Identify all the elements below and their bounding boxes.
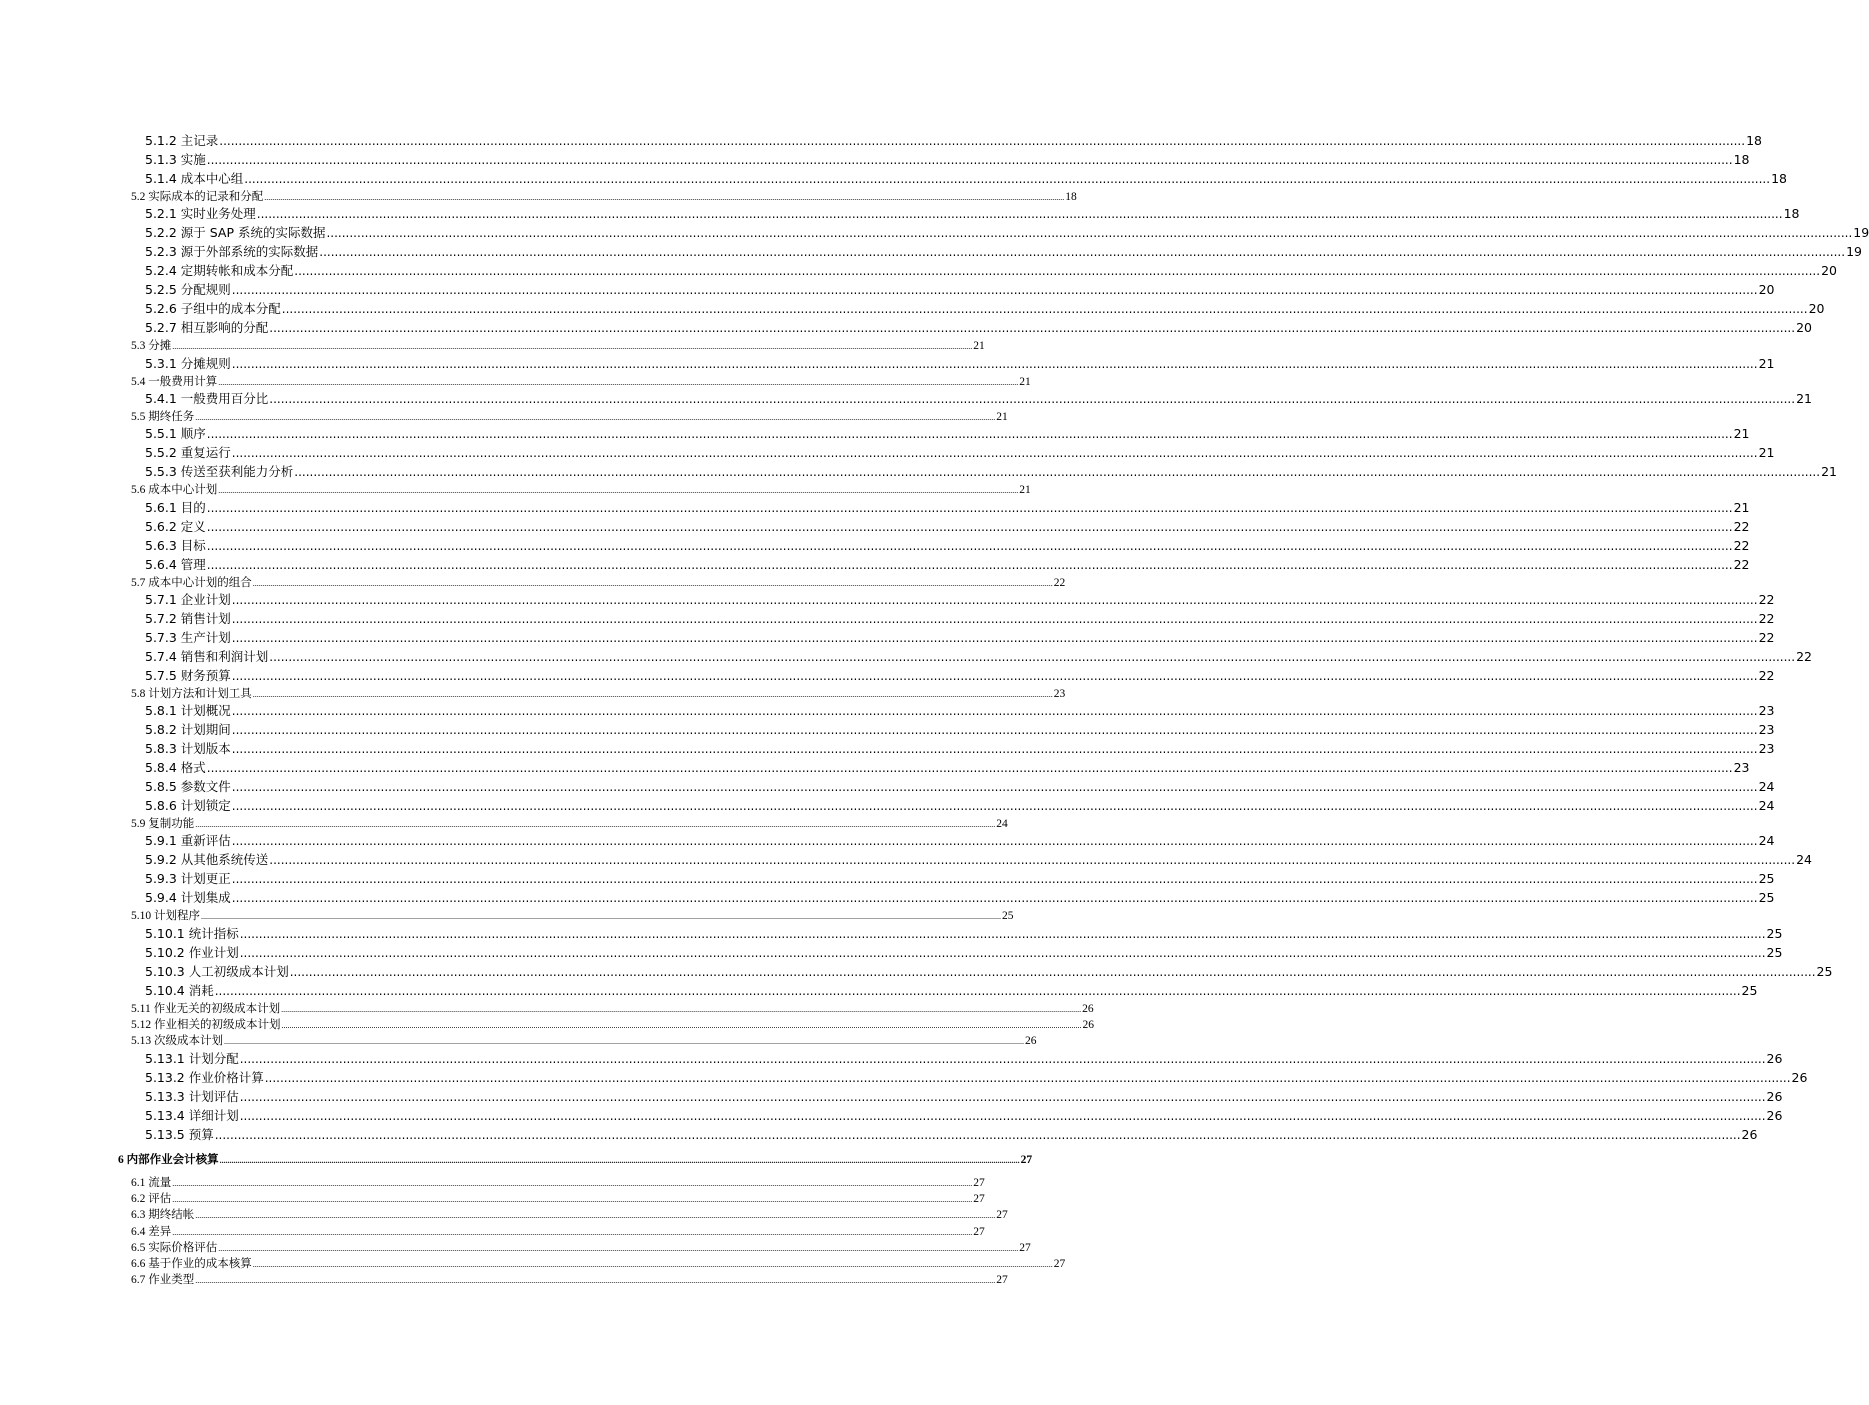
toc-leader-dots: ................................................................................................................................................................................................................................................................................................................................................................................................................: [231, 283, 1758, 298]
toc-entry-title: 5.6.4 管理: [145, 556, 206, 572]
toc-entry-title: 5.2 实际成本的记录和分配: [131, 191, 264, 203]
toc-entry[interactable]: [131, 188, 1077, 203]
toc-entry[interactable]: [145, 354, 1775, 372]
toc-entry-title: 5.6 成本中心计划: [131, 484, 218, 497]
toc-entry[interactable]: [131, 373, 1031, 388]
toc-leader-dots: ................................................................................................................................................................................................................................................................................................................................................................................................................: [218, 377, 1019, 387]
toc-leader-dots: ................................................................................................................................................................................................................................................................................................................................................................................................................: [195, 820, 996, 830]
toc-entry[interactable]: [145, 555, 1750, 573]
toc-entry-page-number: 27: [1020, 1153, 1033, 1166]
toc-entry[interactable]: [131, 1000, 1094, 1015]
toc-leader-dots: ................................................................................................................................................................................................................................................................................................................................................................................................................: [239, 926, 1766, 941]
toc-entry[interactable]: [131, 815, 1008, 831]
toc-entry-page-number: 18: [1771, 171, 1787, 186]
toc-entry[interactable]: [131, 1016, 1094, 1031]
toc-entry[interactable]: [145, 242, 1862, 260]
toc-entry-title: 5.10.2 作业计划: [145, 944, 239, 960]
toc-leader-dots: ................................................................................................................................................................................................................................................................................................................................................................................................................: [239, 1089, 1766, 1104]
toc-leader-dots: ................................................................................................................................................................................................................................................................................................................................................................................................................: [231, 799, 1758, 814]
toc-entry[interactable]: [145, 131, 1762, 149]
toc-entry[interactable]: [145, 150, 1750, 168]
toc-leader-dots: ................................................................................................................................................................................................................................................................................................................................................................................................................: [269, 321, 1796, 336]
toc-entry-page-number: 20: [1821, 263, 1837, 279]
toc-leader-dots: ................................................................................................................................................................................................................................................................................................................................................................................................................: [269, 853, 1796, 868]
toc-leader-dots: ................................................................................................................................................................................................................................................................................................................................................................................................................: [219, 134, 1746, 148]
toc-leader-dots: ................................................................................................................................................................................................................................................................................................................................................................................................................: [206, 761, 1733, 776]
toc-entry[interactable]: [145, 777, 1775, 795]
toc-entry-page-number: 27: [973, 1176, 985, 1189]
toc-entry[interactable]: [145, 536, 1750, 554]
toc-entry-title: 6 内部作业会计核算: [118, 1153, 219, 1166]
toc-leader-dots: ................................................................................................................................................................................................................................................................................................................................................................................................................: [281, 302, 1808, 317]
toc-entry-title: 5.8.1 计划概况: [145, 703, 231, 719]
toc-entry-page-number: 25: [1766, 944, 1783, 960]
toc-entry-title: 5.13.1 计划分配: [145, 1050, 239, 1066]
toc-entry[interactable]: [145, 924, 1783, 942]
toc-entry[interactable]: [131, 1239, 1031, 1254]
toc-leader-dots: ................................................................................................................................................................................................................................................................................................................................................................................................................: [218, 1243, 1019, 1253]
toc-entry-page-number: 26: [1741, 1126, 1758, 1142]
toc-entry-page-number: 23: [1758, 741, 1775, 757]
toc-entry-title: 5.5 期终任务: [131, 410, 195, 423]
toc-leader-dots: ................................................................................................................................................................................................................................................................................................................................................................................................................: [264, 193, 1065, 202]
toc-entry-title: 6.3 期终结帐: [131, 1209, 195, 1222]
toc-entry-title: 5.7.1 企业计划: [145, 591, 231, 607]
toc-entry-page-number: 22: [1758, 629, 1775, 645]
toc-entry-page-number: 23: [1733, 760, 1750, 776]
toc-entry-title: 5.2.3 源于外部系统的实际数据: [145, 244, 319, 260]
toc-leader-dots: ................................................................................................................................................................................................................................................................................................................................................................................................................: [231, 356, 1758, 371]
toc-entry[interactable]: [131, 1174, 985, 1189]
toc-leader-dots: ................................................................................................................................................................................................................................................................................................................................................................................................................: [206, 427, 1733, 442]
toc-leader-dots: ................................................................................................................................................................................................................................................................................................................................................................................................................: [172, 1227, 973, 1237]
toc-entry[interactable]: [145, 318, 1812, 336]
toc-entry-title: 5.2.7 相互影响的分配: [145, 320, 269, 336]
toc-entry-page-number: 20: [1808, 301, 1825, 317]
toc-entry-page-number: 27: [996, 1209, 1008, 1222]
toc-entry-page-number: 23: [1758, 722, 1775, 738]
toc-leader-dots: ................................................................................................................................................................................................................................................................................................................................................................................................................: [289, 964, 1816, 979]
toc-leader-dots: ................................................................................................................................................................................................................................................................................................................................................................................................................: [218, 486, 1019, 496]
toc-entry-page-number: 22: [1053, 576, 1066, 589]
toc-entry-title: 5.7.4 销售和利润计划: [145, 648, 269, 664]
toc-entry[interactable]: [145, 1125, 1758, 1143]
toc-entry-page-number: 26: [1791, 1069, 1808, 1085]
toc-entry-page-number: 27: [996, 1274, 1008, 1287]
toc-entry-title: 5.10 计划程序: [131, 910, 200, 923]
toc-leader-dots: ................................................................................................................................................................................................................................................................................................................................................................................................................: [206, 557, 1733, 572]
toc-entry-page-number: 25: [1741, 982, 1758, 998]
toc-entry-title: 5.9.4 计划集成: [145, 890, 231, 906]
toc-entry[interactable]: [118, 1151, 1033, 1167]
toc-leader-dots: ................................................................................................................................................................................................................................................................................................................................................................................................................: [172, 1178, 973, 1188]
toc-entry[interactable]: [145, 869, 1775, 887]
toc-leader-dots: ................................................................................................................................................................................................................................................................................................................................................................................................................: [252, 689, 1053, 699]
toc-entry[interactable]: [131, 685, 1066, 700]
toc-entry-title: 5.5.1 顺序: [145, 426, 206, 442]
toc-leader-dots: ................................................................................................................................................................................................................................................................................................................................................................................................................: [231, 742, 1758, 757]
toc-entry-page-number: 22: [1758, 591, 1775, 607]
toc-entry-page-number: 25: [1002, 910, 1014, 923]
toc-entry-page-number: 27: [1053, 1258, 1066, 1271]
toc-entry[interactable]: [131, 1255, 1066, 1271]
toc-entry[interactable]: [145, 1068, 1808, 1086]
toc-entry-title: 5.9.3 计划更正: [145, 871, 231, 887]
toc-leader-dots: ................................................................................................................................................................................................................................................................................................................................................................................................................: [231, 872, 1758, 887]
toc-leader-dots: ................................................................................................................................................................................................................................................................................................................................................................................................................: [231, 446, 1758, 461]
toc-entry[interactable]: [145, 628, 1775, 646]
toc-leader-dots: ................................................................................................................................................................................................................................................................................................................................................................................................................: [195, 1211, 996, 1221]
toc-entry-page-number: 20: [1796, 320, 1812, 336]
toc-entry-page-number: 21: [1821, 464, 1837, 480]
toc-entry-page-number: 27: [1019, 1241, 1031, 1254]
toc-entry-title: 5.9.1 重新评估: [145, 833, 231, 849]
toc-leader-dots: ................................................................................................................................................................................................................................................................................................................................................................................................................: [231, 834, 1758, 849]
toc-entry-title: 5.13 次级成本计划: [131, 1035, 223, 1048]
toc-entry-title: 5.11 作业无关的初级成本计划: [131, 1002, 281, 1015]
toc-entry-page-number: 26: [1766, 1050, 1783, 1066]
toc-leader-dots: ................................................................................................................................................................................................................................................................................................................................................................................................................: [244, 172, 1771, 186]
toc-leader-dots: ................................................................................................................................................................................................................................................................................................................................................................................................................: [206, 538, 1733, 553]
toc-entry-page-number: 19: [1853, 225, 1869, 241]
toc-entry-title: 5.13.4 详细计划: [145, 1107, 239, 1123]
toc-leader-dots: ................................................................................................................................................................................................................................................................................................................................................................................................................: [206, 153, 1733, 167]
toc-entry[interactable]: [145, 1106, 1783, 1124]
toc-leader-dots: ................................................................................................................................................................................................................................................................................................................................................................................................................: [281, 1004, 1082, 1014]
toc-entry[interactable]: [145, 796, 1775, 814]
toc-leader-dots: ................................................................................................................................................................................................................................................................................................................................................................................................................: [281, 1021, 1082, 1030]
toc-entry-title: 5.4.1 一般费用百分比: [145, 390, 269, 406]
toc-entry-page-number: 24: [996, 818, 1008, 831]
toc-entry-title: 5.9 复制功能: [131, 818, 195, 831]
toc-entry[interactable]: [145, 943, 1783, 961]
toc-entry[interactable]: [145, 223, 1869, 241]
toc-leader-dots: ................................................................................................................................................................................................................................................................................................................................................................................................................: [269, 649, 1796, 664]
toc-leader-dots: ................................................................................................................................................................................................................................................................................................................................................................................................................: [231, 780, 1758, 795]
toc-entry[interactable]: [145, 850, 1812, 868]
toc-leader-dots: ................................................................................................................................................................................................................................................................................................................................................................................................................: [294, 465, 1821, 480]
toc-entry-page-number: 21: [1758, 445, 1775, 461]
toc-entry-title: 5.8.4 格式: [145, 760, 206, 776]
toc-leader-dots: ................................................................................................................................................................................................................................................................................................................................................................................................................: [239, 945, 1766, 960]
toc-leader-dots: ................................................................................................................................................................................................................................................................................................................................................................................................................: [264, 1070, 1791, 1085]
toc-entry[interactable]: [145, 1049, 1783, 1067]
toc-entry-title: 5.2.1 实时业务处理: [145, 206, 256, 222]
toc-entry[interactable]: [145, 169, 1787, 187]
toc-entry[interactable]: [131, 574, 1066, 589]
toc-entry[interactable]: [131, 1271, 1008, 1287]
toc-entry[interactable]: [145, 389, 1812, 407]
toc-entry-title: 5.10.1 统计指标: [145, 925, 239, 941]
toc-entry[interactable]: [145, 204, 1800, 222]
toc-entry-page-number: 22: [1758, 667, 1775, 683]
toc-entry[interactable]: [145, 609, 1775, 627]
toc-entry[interactable]: [145, 590, 1775, 608]
toc-leader-dots: ................................................................................................................................................................................................................................................................................................................................................................................................................: [231, 592, 1758, 607]
toc-entry[interactable]: [145, 462, 1837, 480]
toc-entry-page-number: 26: [1766, 1088, 1783, 1104]
toc-entry[interactable]: [145, 888, 1775, 906]
toc-leader-dots: ................................................................................................................................................................................................................................................................................................................................................................................................................: [231, 668, 1758, 683]
toc-entry[interactable]: [145, 498, 1750, 516]
toc-leader-dots: ................................................................................................................................................................................................................................................................................................................................................................................................................: [326, 226, 1853, 241]
toc-leader-dots: ................................................................................................................................................................................................................................................................................................................................................................................................................: [294, 264, 1821, 279]
toc-entry-page-number: 21: [1733, 426, 1750, 442]
toc-leader-dots: ................................................................................................................................................................................................................................................................................................................................................................................................................: [172, 342, 973, 352]
toc-leader-dots: ................................................................................................................................................................................................................................................................................................................................................................................................................: [206, 500, 1733, 515]
toc-leader-dots: ................................................................................................................................................................................................................................................................................................................................................................................................................: [256, 207, 1783, 222]
toc-entry-page-number: 18: [1733, 152, 1750, 167]
toc-entry[interactable]: [145, 758, 1750, 776]
toc-entry[interactable]: [131, 907, 1014, 923]
toc-entry[interactable]: [131, 337, 985, 353]
toc-entry[interactable]: [145, 261, 1837, 279]
toc-entry-title: 5.5.2 重复运行: [145, 445, 231, 461]
toc-entry-title: 5.5.3 传送至获利能力分析: [145, 464, 294, 480]
toc-entry-page-number: 25: [1758, 871, 1775, 887]
toc-entry-page-number: 18: [1783, 206, 1800, 222]
toc-leader-dots: ................................................................................................................................................................................................................................................................................................................................................................................................................: [195, 1276, 996, 1286]
toc-leader-dots: ................................................................................................................................................................................................................................................................................................................................................................................................................: [206, 519, 1733, 534]
toc-entry[interactable]: [145, 443, 1775, 461]
toc-entry-page-number: 26: [1082, 1002, 1094, 1015]
toc-entry[interactable]: [145, 647, 1812, 665]
toc-entry[interactable]: [145, 739, 1775, 757]
toc-entry-page-number: 21: [973, 340, 985, 353]
toc-leader-dots: ................................................................................................................................................................................................................................................................................................................................................................................................................: [224, 1037, 1024, 1047]
toc-entry-title: 5.10.3 人工初级成本计划: [145, 963, 289, 979]
toc-entry[interactable]: [145, 981, 1758, 999]
toc-entry-title: 5.1.4 成本中心组: [145, 171, 244, 186]
toc-entry-title: 5.13.2 作业价格计算: [145, 1069, 264, 1085]
toc-entry[interactable]: [145, 831, 1775, 849]
toc-entry-page-number: 27: [973, 1225, 985, 1238]
toc-entry-page-number: 24: [1758, 779, 1775, 795]
toc-leader-dots: ................................................................................................................................................................................................................................................................................................................................................................................................................: [269, 391, 1796, 406]
toc-leader-dots: ................................................................................................................................................................................................................................................................................................................................................................................................................: [195, 412, 996, 422]
toc-leader-dots: ................................................................................................................................................................................................................................................................................................................................................................................................................: [231, 723, 1758, 738]
toc-entry-title: 6.2 评估: [131, 1192, 172, 1205]
toc-entry[interactable]: [131, 408, 1008, 423]
toc-entry-page-number: 26: [1082, 1019, 1094, 1031]
toc-entry-title: 5.8.5 参数文件: [145, 779, 231, 795]
toc-entry-title: 5.3.1 分摊规则: [145, 355, 231, 371]
toc-entry-title: 5.6.3 目标: [145, 537, 206, 553]
toc-entry-title: 5.7.3 生产计划: [145, 629, 231, 645]
toc-leader-dots: ................................................................................................................................................................................................................................................................................................................................................................................................................: [214, 1127, 1741, 1142]
toc-entry-page-number: 21: [1019, 375, 1031, 388]
toc-entry-title: 5.13.5 预算: [145, 1126, 214, 1142]
toc-entry-title: 5.8 计划方法和计划工具: [131, 687, 252, 700]
toc-entry-page-number: 23: [1053, 687, 1066, 700]
toc-entry[interactable]: [145, 299, 1825, 317]
toc-entry-title: 6.4 差异: [131, 1225, 172, 1238]
toc-leader-dots: ................................................................................................................................................................................................................................................................................................................................................................................................................: [239, 1051, 1766, 1066]
toc-leader-dots: ................................................................................................................................................................................................................................................................................................................................................................................................................: [219, 1155, 1020, 1165]
toc-entry[interactable]: [145, 1087, 1783, 1105]
toc-entry-page-number: 24: [1796, 852, 1812, 868]
toc-entry[interactable]: [145, 962, 1833, 980]
toc-entry-page-number: 26: [1766, 1107, 1783, 1123]
toc-entry-page-number: 25: [1766, 925, 1783, 941]
toc-entry-page-number: 21: [996, 410, 1008, 423]
toc-entry-title: 6.7 作业类型: [131, 1274, 195, 1287]
toc-entry-title: 5.7.2 销售计划: [145, 610, 231, 626]
toc-entry-page-number: 24: [1758, 833, 1775, 849]
toc-entry-title: 5.2.4 定期转帐和成本分配: [145, 263, 294, 279]
toc-leader-dots: ................................................................................................................................................................................................................................................................................................................................................................................................................: [231, 630, 1758, 645]
toc-leader-dots: ................................................................................................................................................................................................................................................................................................................................................................................................................: [252, 1260, 1053, 1270]
toc-entry-title: 5.1.3 实施: [145, 152, 206, 167]
toc-entry-title: 5.8.2 计划期间: [145, 722, 231, 738]
toc-entry-page-number: 21: [1019, 484, 1031, 497]
toc-entry-title: 5.13.3 计划评估: [145, 1088, 239, 1104]
toc-entry-page-number: 22: [1796, 648, 1812, 664]
toc-entry-title: 5.2.2 源于 SAP 系统的实际数据: [145, 225, 326, 241]
toc-entry[interactable]: [145, 720, 1775, 738]
toc-entry-page-number: 26: [1025, 1035, 1037, 1048]
toc-entry-title: 5.12 作业相关的初级成本计划: [131, 1019, 281, 1031]
toc-entry-page-number: 23: [1758, 703, 1775, 719]
toc-entry-page-number: 21: [1733, 499, 1750, 515]
toc-entry-title: 5.4 一般费用计算: [131, 375, 218, 388]
toc-entry[interactable]: [131, 1032, 1037, 1048]
toc-entry-page-number: 25: [1816, 963, 1833, 979]
toc-leader-dots: ................................................................................................................................................................................................................................................................................................................................................................................................................: [172, 1194, 973, 1204]
toc-entry-title: 6.1 流量: [131, 1176, 172, 1189]
toc-entry[interactable]: [145, 517, 1750, 535]
toc-leader-dots: ................................................................................................................................................................................................................................................................................................................................................................................................................: [231, 611, 1758, 626]
toc-entry[interactable]: [131, 1190, 985, 1205]
toc-entry[interactable]: [145, 701, 1775, 719]
toc-leader-dots: ................................................................................................................................................................................................................................................................................................................................................................................................................: [231, 891, 1758, 906]
toc-entry[interactable]: [131, 481, 1031, 497]
toc-entry[interactable]: [131, 1206, 1008, 1222]
toc-entry-page-number: 18: [1065, 191, 1077, 203]
toc-leader-dots: ................................................................................................................................................................................................................................................................................................................................................................................................................: [201, 912, 1001, 922]
toc-entry[interactable]: [131, 1223, 985, 1238]
toc-entry-page-number: 25: [1758, 890, 1775, 906]
toc-entry-page-number: 22: [1733, 518, 1750, 534]
toc-leader-dots: ................................................................................................................................................................................................................................................................................................................................................................................................................: [231, 704, 1758, 719]
toc-entry-title: 5.9.2 从其他系统传送: [145, 852, 269, 868]
toc-entry-page-number: 22: [1733, 556, 1750, 572]
toc-entry[interactable]: [145, 424, 1750, 442]
toc-entry-page-number: 21: [1796, 390, 1812, 406]
toc-entry-title: 5.8.3 计划版本: [145, 741, 231, 757]
toc-entry-page-number: 22: [1733, 537, 1750, 553]
toc-entry-title: 5.7.5 财务预算: [145, 667, 231, 683]
toc-entry-title: 5.2.6 子组中的成本分配: [145, 301, 281, 317]
toc-leader-dots: ................................................................................................................................................................................................................................................................................................................................................................................................................: [252, 578, 1053, 588]
toc-entry-title: 5.7 成本中心计划的组合: [131, 576, 252, 589]
toc-entry-title: 5.3 分摊: [131, 340, 172, 353]
toc-entry-page-number: 21: [1758, 355, 1775, 371]
toc-leader-dots: ................................................................................................................................................................................................................................................................................................................................................................................................................: [239, 1108, 1766, 1123]
toc-entry-title: 5.8.6 计划锁定: [145, 798, 231, 814]
toc-entry-page-number: 22: [1758, 610, 1775, 626]
toc-entry-title: 5.6.2 定义: [145, 518, 206, 534]
toc-entry[interactable]: [145, 666, 1775, 684]
toc-entry-page-number: 18: [1746, 133, 1762, 148]
toc-entry-title: 5.10.4 消耗: [145, 982, 214, 998]
toc-leader-dots: ................................................................................................................................................................................................................................................................................................................................................................................................................: [319, 245, 1846, 260]
toc-entry-page-number: 19: [1846, 244, 1862, 260]
toc-entry-title: 6.6 基于作业的成本核算: [131, 1258, 252, 1271]
toc-entry-title: 5.2.5 分配规则: [145, 282, 231, 298]
toc-entry-page-number: 27: [973, 1192, 985, 1205]
toc-entry-title: 5.1.2 主记录: [145, 133, 219, 148]
toc-entry-title: 6.5 实际价格评估: [131, 1241, 218, 1254]
toc-leader-dots: ................................................................................................................................................................................................................................................................................................................................................................................................................: [214, 983, 1741, 998]
toc-entry-title: 5.6.1 目的: [145, 499, 206, 515]
toc-entry-page-number: 20: [1758, 282, 1775, 298]
toc-entry[interactable]: [145, 280, 1775, 298]
toc-entry-page-number: 24: [1758, 798, 1775, 814]
